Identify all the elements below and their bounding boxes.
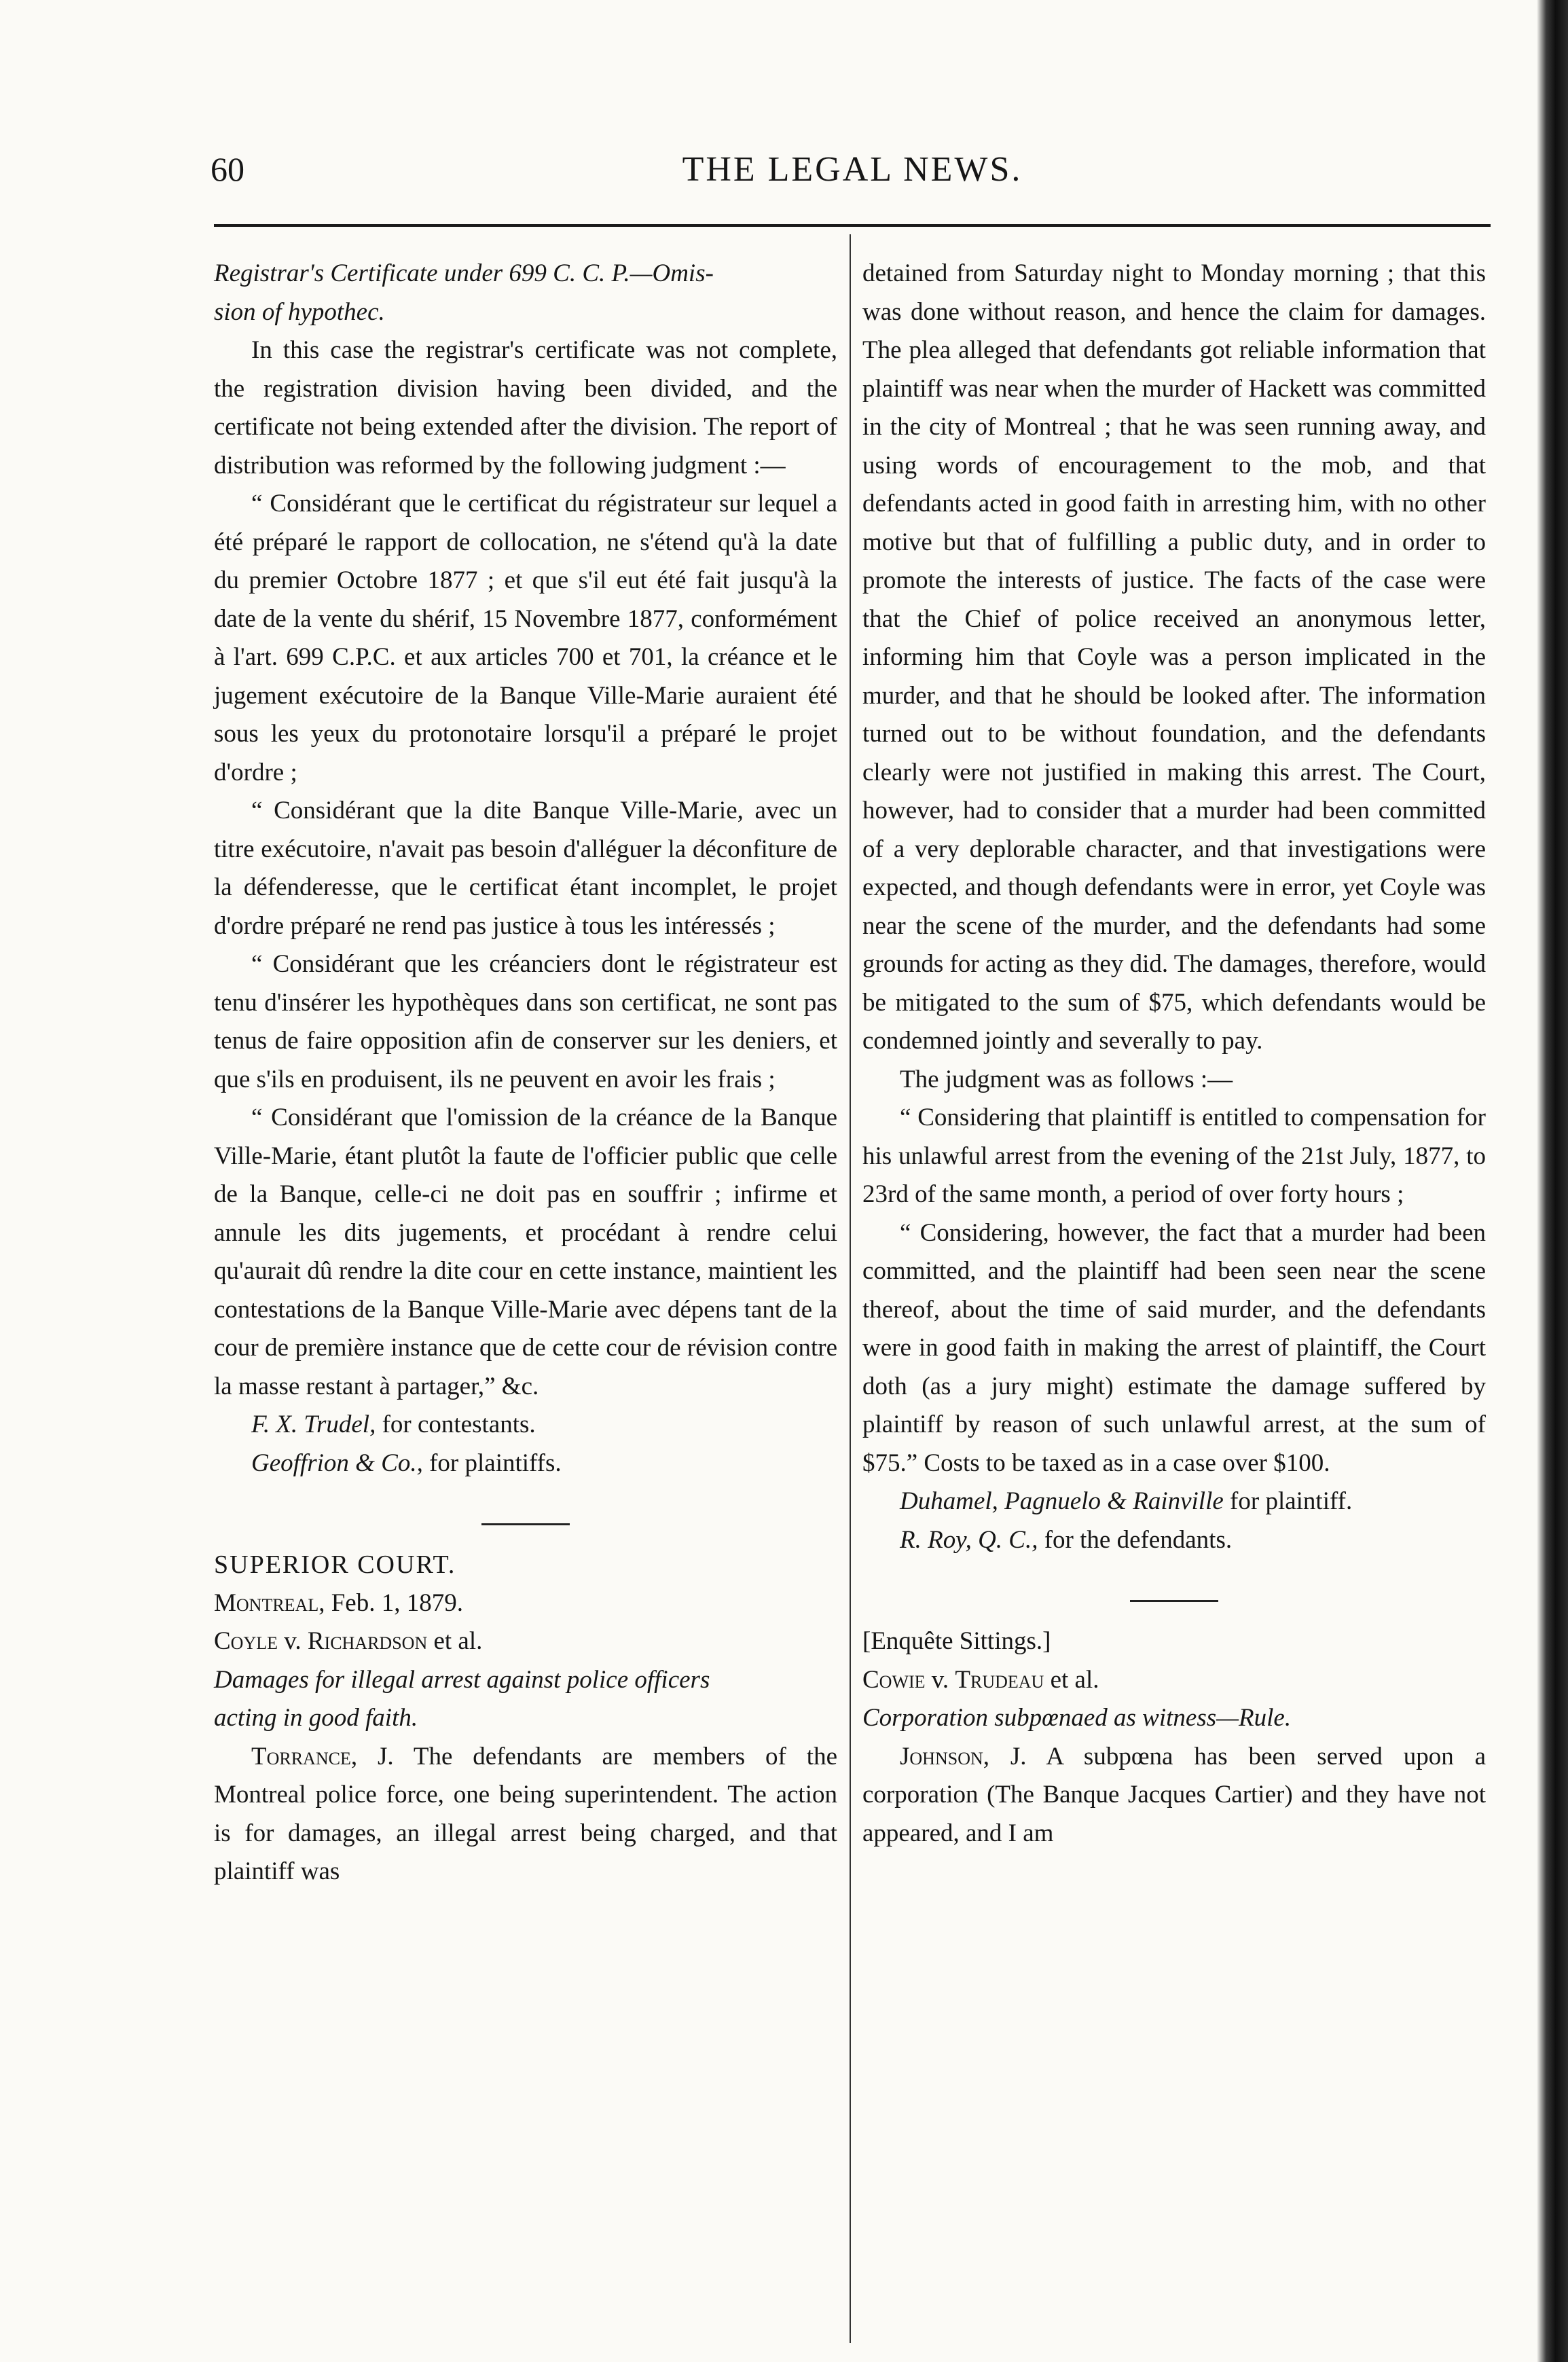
- dateline-date: Feb. 1, 1879.: [325, 1588, 463, 1617]
- party: Coyle: [214, 1627, 278, 1655]
- section-rule: [1130, 1600, 1218, 1602]
- counsel-line: [862, 1521, 1486, 1560]
- page-number: 60: [211, 150, 244, 188]
- case-title: [862, 1661, 1486, 1700]
- paragraph: In this case the registrar's certificate was not complete, the registration division having been divided, and the certificate not being extended after the division. The report of distribution was reformed by the following judgment :—: [214, 336, 837, 479]
- case-heading-line: sion of hypothec.: [214, 297, 385, 326]
- paragraph: [214, 1738, 837, 1891]
- column-divider: [850, 234, 851, 2343]
- et-al: et al.: [427, 1627, 483, 1655]
- judge-name: Johnson, J.: [900, 1742, 1027, 1770]
- party: Richardson: [307, 1627, 428, 1655]
- quoted-paragraph: “ Considérant que le certificat du régistrateur sur lequel a été préparé le rapport de collocation, ne s'étend qu'à la date du premier Octobre 1877 ; et que s'il eut été fait jusqu'à la date de la vente du shérif, 15 Novembre 1877, conformément à l'art. 699 C.P.C. et aux articles 700 et 701, la créance et le jugement exécutoire de la Banque Ville-Marie auraient été sous les yeux du protonotaire lorsqu'il a préparé le projet d'ordre ;: [214, 490, 837, 786]
- counsel-line: [862, 1483, 1486, 1521]
- counsel-role: for the defendants.: [1038, 1525, 1233, 1554]
- dateline: [214, 1584, 837, 1623]
- et-al: et al.: [1044, 1665, 1099, 1694]
- versus: v.: [278, 1627, 308, 1655]
- court-heading: SUPERIOR COURT.: [214, 1550, 456, 1579]
- running-title: THE LEGAL NEWS.: [682, 150, 1023, 189]
- header-rule: [214, 224, 1491, 227]
- quoted-paragraph: “ Considering that plaintiff is entitled to compensation for his unlawful arrest from the evening of the 21st July, 1877, to 23rd of the same month, a period of over forty hours ;: [862, 1104, 1486, 1208]
- paragraph-text: A subpœna has been served upon a corporation (The Banque Jacques Cartier) and they have not appeared, and I am: [862, 1742, 1487, 1847]
- judge-name: Torrance, J.: [251, 1742, 394, 1770]
- counsel-name: Duhamel, Pagnuelo & Rainville: [900, 1487, 1224, 1515]
- case-heading: [214, 255, 837, 331]
- party: Trudeau: [955, 1665, 1044, 1694]
- versus: v.: [925, 1665, 955, 1694]
- case-heading: Corporation subpœnaed as witness—Rule.: [862, 1704, 1292, 1732]
- scan-page-edge: [1537, 0, 1568, 2362]
- counsel-role: for contestants.: [376, 1411, 536, 1438]
- counsel-name: R. Roy, Q. C.,: [900, 1525, 1038, 1554]
- paragraph-text: The defendants are members of the Montreal police force, one being superintendent. The action is for damages, an illegal arrest being charged, and that plaintiff was: [214, 1742, 837, 1885]
- counsel-role: for plaintiffs.: [422, 1449, 562, 1477]
- case-heading: [214, 1661, 837, 1738]
- case-title: [214, 1622, 837, 1661]
- quoted-paragraph: “ Considérant que les créanciers dont le régistrateur est tenu d'insérer les hypothèques dans son certificat, ne sont pas tenus de faire opposition afin de conserver sur les deniers, et que s'ils en produisent, ils ne peuvent en avoir les frais ;: [214, 950, 837, 1093]
- counsel-line: [214, 1406, 837, 1445]
- counsel-name: F. X. Trudel,: [251, 1411, 376, 1438]
- case-heading-line: Registrar's Certificate under 699 C. C. P.—Omis-: [214, 259, 714, 287]
- quoted-paragraph: “ Considérant que la dite Banque Ville-Marie, avec un titre exécutoire, n'avait pas besoin d'alléguer la déconfiture de la défenderesse, que le certificat étant incomplet, le projet d'ordre préparé ne rend pas justice à tous les intéressés ;: [214, 797, 837, 940]
- page-header: [211, 149, 1494, 211]
- right-column: [862, 255, 1486, 1853]
- counsel-name: Geoffrion & Co.,: [251, 1449, 423, 1477]
- left-column: [214, 255, 837, 1891]
- counsel-role: for plaintiff.: [1223, 1487, 1353, 1515]
- paragraph: [862, 1738, 1486, 1853]
- party: Cowie: [862, 1665, 926, 1694]
- paragraph: detained from Saturday night to Monday morning ; that this was done without reason, and hence the claim for damages. The plea alleged that defendants got reliable information that plaintiff was near when the murder of Hackett was committed in the city of Montreal ; that he was seen running away, and using words of encouragement to the mob, and that defendants acted in good faith in arresting him, with no other motive but that of fulfilling a public duty, and in order to promote the interests of justice. The facts of the case were that the Chief of police received an anonymous letter, informing him that Coyle was a person implicated in the murder, and that he should be looked after. The information turned out to be without foundation, and the defendants clearly were not justified in making this arrest. The Court, however, had to consider that a murder had been committed of a very deplorable character, and that investigations were expected, and though defendants were in error, yet Coyle was near the scene of the murder, and the defendants had some grounds for acting as they did. The damages, therefore, would be mitigated to the sum of $75, which defendants would be condemned jointly and severally to pay.: [862, 259, 1486, 1055]
- quoted-paragraph: “ Considérant que l'omission de la créance de la Banque Ville-Marie, étant plutôt la faute de l'officier public que celle de la Banque, celle-ci ne doit pas en souffrir ; infirme et annule les dits jugements, et procédant à rendre celui qu'aurait dû rendre la dite cour en cette instance, maintient les contestations de la Banque Ville-Marie avec dépens tant de la cour de première instance que de cette cour de révision contre la masse restant à partager,” &c.: [214, 1104, 837, 1400]
- case-heading-line: Damages for illegal arrest against police officers: [214, 1665, 710, 1694]
- sittings-heading: [Enquête Sittings.]: [862, 1627, 1051, 1655]
- section-rule: [481, 1523, 570, 1525]
- counsel-line: [214, 1445, 837, 1483]
- paragraph: The judgment was as follows :—: [900, 1065, 1233, 1093]
- quoted-paragraph: “ Considering, however, the fact that a murder had been committed, and the plaintiff had been seen near the scene thereof, about the time of said murder, and the defendants were in good faith in making the arrest of plaintiff, the Court doth (as a jury might) estimate the damage suffered by plaintiff by reason of such unlawful arrest, at the sum of $75.” Costs to be taxed as in a case over $100.: [862, 1218, 1486, 1477]
- case-heading-line: acting in good faith.: [214, 1704, 418, 1732]
- dateline-city: Montreal,: [214, 1588, 325, 1617]
